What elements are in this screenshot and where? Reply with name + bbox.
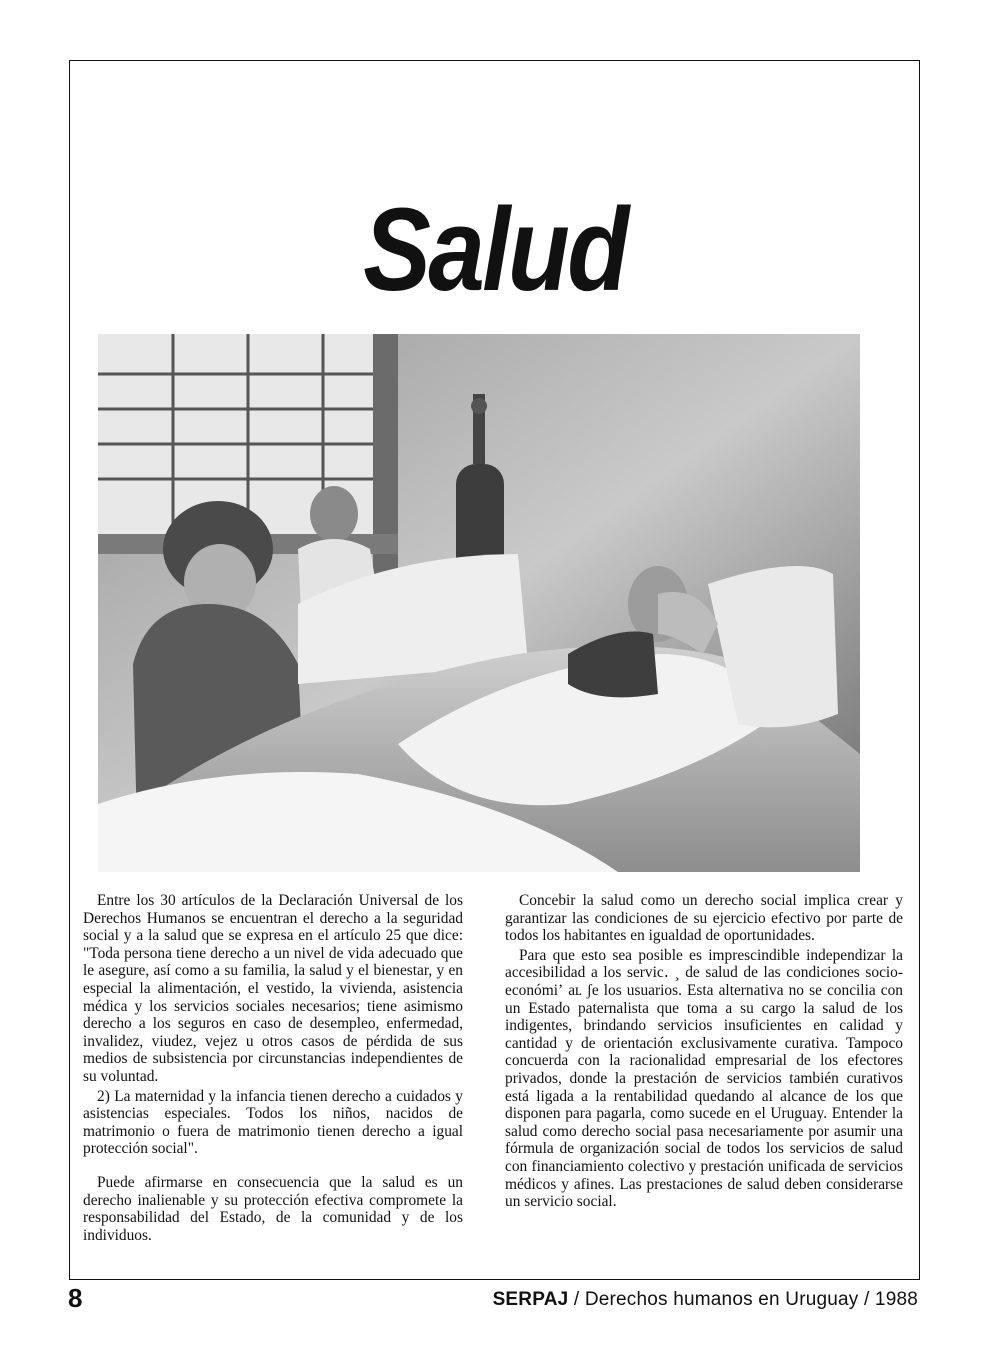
left-paragraph-2: 2) La maternidad y la infancia tienen derecho a cuidados y asistencias especiales. Todos los niños, nacidos de matrimonio o fuera de matrimonio tienen derecho a igual protección social". bbox=[83, 1087, 463, 1158]
page-number: 8 bbox=[68, 1283, 83, 1313]
footer-separator: / bbox=[568, 1289, 585, 1310]
page-title: Salud bbox=[363, 184, 627, 316]
left-paragraph-1: Entre los 30 artículos de la Declaración Universal de los Derechos Humanos se encuentran el derecho a la seguridad social y a la salud que se expresa en el artículo 25 que dice: "Toda persona tiene derecho a un nivel de vida adecuado que le asegure, así como a su familia, la salud y el bienestar, y en especial la alimentación, el vestido, la vivienda, asistencia médica y los servicios sociales necesarios; tiene asimismo derecho a los seguros en caso de desempleo, enfermedad, invalidez, viudez, vejez u otros casos de pérdida de sus medios de subsistencia por circunstancias independientes de su voluntad. bbox=[83, 892, 463, 1085]
right-paragraph-1: Concebir la salud como un derecho social implica crear y garantizar las condiciones de su ejercicio efectivo por parte de todos los habitantes en igualdad de oportunidades. bbox=[505, 892, 903, 945]
footer-publication: Derechos humanos en Uruguay / 1988 bbox=[584, 1289, 918, 1310]
footer-org: SERPAJ bbox=[492, 1289, 569, 1310]
right-column bbox=[505, 892, 903, 1211]
hospital-ward-photo bbox=[98, 334, 860, 872]
right-paragraph-2: Para que esto sea posible es imprescindible independizar la accesibilidad a los servic․ ¸ de salud de las condiciones socio-económiʼ aʟ ʃe los usuarios. Esta alternativa no se concilia con un Estado paternalista que toma a su cargo la salud de los indigentes, brindando servicios insuficientes en calidad y cantidad y de orientación exclusivamente curativa. Tampoco concuerda con la racionalidad empresarial de los efectores privados, donde la prestación de servicios también curativos está ligada a la rentabilidad quedando al alcance de los que disponen para pagarla, como sucede en el Uruguay. Entender la salud como derecho social pasa necesariamente por asumir una fórmula de organización social de todos los servicios de salud con financiamiento colectivo y prestación unificada de servicios médicos y afines. Las prestaciones de salud deben considerarse un servicio social. bbox=[505, 946, 903, 1211]
left-column bbox=[83, 892, 463, 1244]
hospital-ward-photo-icon bbox=[98, 334, 860, 872]
left-paragraph-3: Puede afirmarse en consecuencia que la salud es un derecho inalienable y su protección efectiva compromete la responsabilidad del Estado, de la comunidad y de los individuos. bbox=[83, 1173, 463, 1244]
running-footer bbox=[493, 1289, 918, 1311]
